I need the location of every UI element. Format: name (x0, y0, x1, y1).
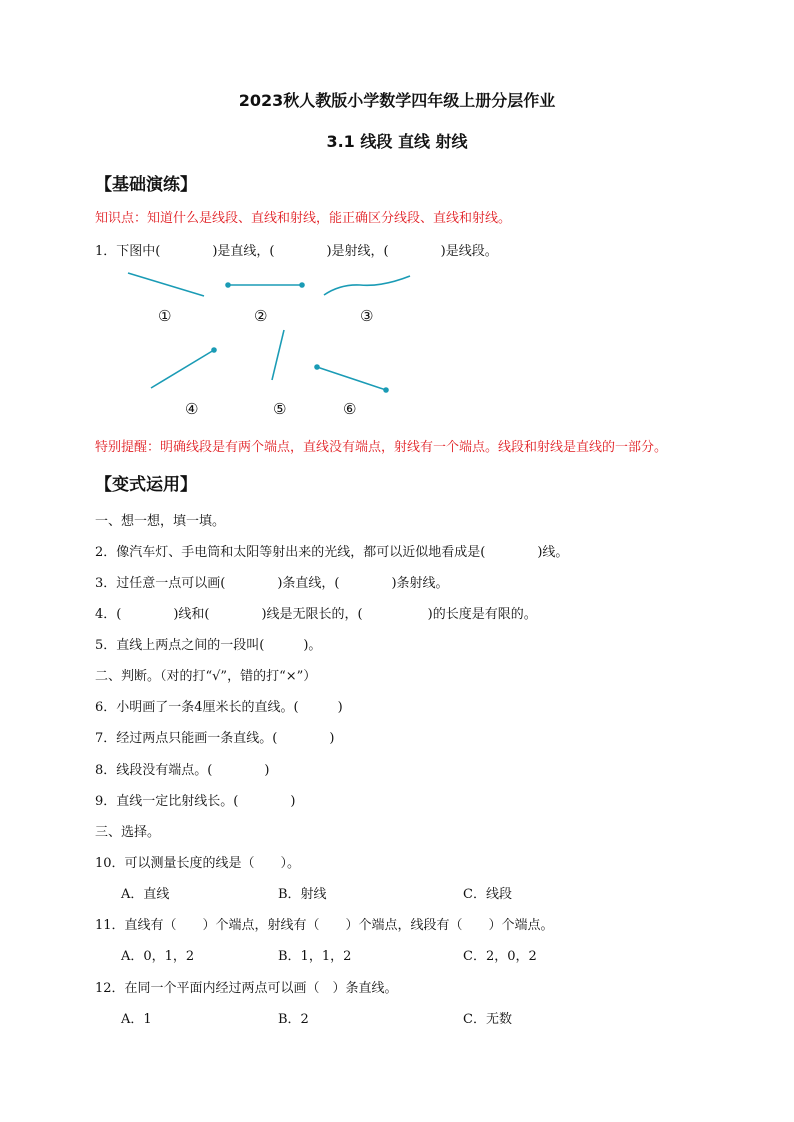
figure-label-5: ⑤ (273, 400, 287, 418)
figure-label-4: ④ (185, 400, 199, 418)
question-4: 4．( )线和( )线是无限长的，( )的长度是有限的。 (95, 607, 537, 622)
figure-line-6-endpoint-left (315, 365, 319, 369)
question-11-option-b: B．1，1，2 (278, 949, 352, 964)
figure-label-6: ⑥ (343, 400, 357, 418)
figure-line-1 (128, 273, 204, 296)
part-2-heading: 二、判断。（对的打“√”，错的打“×”） (95, 669, 317, 684)
knowledge-point-note: 知识点：知道什么是线段、直线和射线，能正确区分线段、直线和射线。 (95, 211, 512, 226)
figure-line-2-endpoint-left (226, 283, 230, 287)
question-10-option-b: B．射线 (278, 887, 327, 902)
figure-line-4 (151, 350, 214, 388)
question-12: 12．在同一个平面内经过两点可以画（ ）条直线。 (95, 981, 398, 996)
section-heading-basic: 【基础演练】 (95, 175, 197, 195)
special-reminder-note: 特别提醒：明确线段是有两个端点，直线没有端点，射线有一个端点。线段和射线是直线的一部分。 (95, 440, 668, 455)
question-3: 3．过任意一点可以画( )条直线，( )条射线。 (95, 576, 449, 591)
figure-line-6-endpoint-right (384, 388, 388, 392)
question-10-option-a: A．直线 (121, 887, 170, 902)
question-11-option-c: C．2，0，2 (463, 949, 537, 964)
part-1-heading: 一、想一想，填一填。 (95, 514, 226, 529)
question-2: 2．像汽车灯、手电筒和太阳等射出来的光线，都可以近似地看成是( )线。 (95, 545, 569, 560)
figure-line-6 (317, 367, 386, 390)
question-10-option-c: C．线段 (463, 887, 512, 902)
question-1: 1．下图中( )是直线，( )是射线，( )是线段。 (95, 244, 498, 259)
document-subtitle: 3.1 线段 直线 射线 (326, 132, 468, 151)
question-5: 5．直线上两点之间的一段叫( )。 (95, 638, 322, 653)
figure-line-2-endpoint-right (300, 283, 304, 287)
question-11: 11．直线有（ ）个端点，射线有（ ）个端点，线段有（ ）个端点。 (95, 918, 554, 933)
question-11-option-a: A．0，1，2 (121, 949, 195, 964)
question-12-option-b: B．2 (278, 1012, 309, 1027)
question-12-option-a: A．1 (121, 1012, 152, 1027)
question-10: 10．可以测量长度的线是（ ）。 (95, 856, 301, 871)
figure-line-4-endpoint (212, 348, 216, 352)
question-8: 8．线段没有端点。( ) (95, 763, 270, 778)
figure-line-3 (324, 276, 410, 295)
part-3-heading: 三、选择。 (95, 825, 161, 840)
question-6: 6．小明画了一条4厘米长的直线。( ) (95, 700, 343, 715)
document-title: 2023秋人教版小学数学四年级上册分层作业 (238, 91, 556, 110)
figure-label-2: ② (254, 307, 268, 325)
figure-line-5 (272, 330, 284, 380)
question-9: 9．直线一定比射线长。( ) (95, 794, 296, 809)
question-12-option-c: C．无数 (463, 1012, 512, 1027)
figure-label-1: ① (158, 307, 172, 325)
section-heading-variation: 【变式运用】 (95, 475, 197, 495)
figure-label-3: ③ (360, 307, 374, 325)
question-7: 7．经过两点只能画一条直线。( ) (95, 731, 335, 746)
